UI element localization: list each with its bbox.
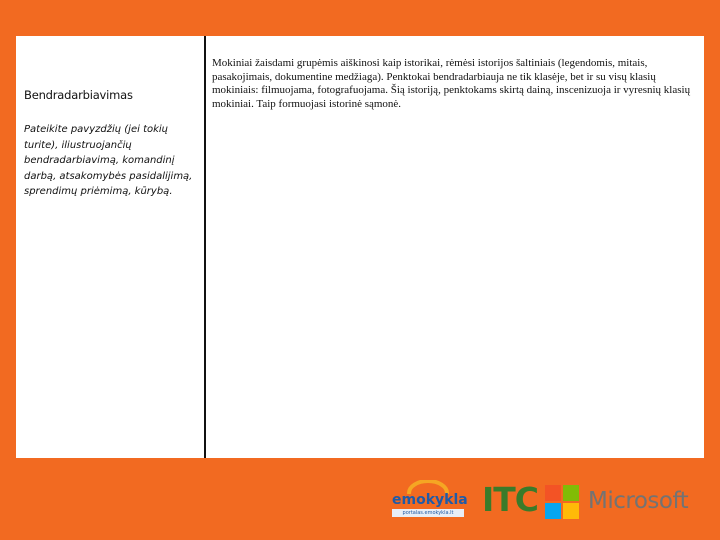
microsoft-wordmark: Microsoft: [588, 488, 689, 514]
answer-text: Mokiniai žaisdami grupėmis aiškinosi kaip istorikai, rėmėsi istorijos šaltiniais (legendomis, mitais, pasakojimais, dokumentine medžiaga). Penktokai bendradarbiauja ne tik klasėje, bet ir su visų klasių mokiniais: filmuojama, fotografuojama. Šią istoriją, penktokams skirtą dainą, inscenizuoja ir vyresnių klasių mokiniai. Taip formuojasi istorinė sąmonė.: [212, 57, 691, 110]
left-column: [24, 88, 199, 200]
section-prompt: Pateikite pavyzdžių (jei tokių turite), iliustruojančių bendradarbiavimą, komandinį darbą, atsakomybės pasidalijimą, sprendimų priėmimą, kūrybą.: [24, 124, 193, 197]
emokykla-brand: emokykla: [392, 492, 468, 508]
emokykla-subtitle: portalas.emokykla.lt: [392, 509, 464, 517]
column-divider: [204, 36, 206, 458]
footer-logos: [0, 476, 720, 536]
section-heading: Bendradarbiavimas: [24, 88, 133, 102]
slide-content: [16, 36, 704, 458]
itc-logo: ITC: [482, 480, 539, 519]
microsoft-logo-icon: [545, 485, 579, 519]
emokykla-logo: [392, 480, 468, 517]
